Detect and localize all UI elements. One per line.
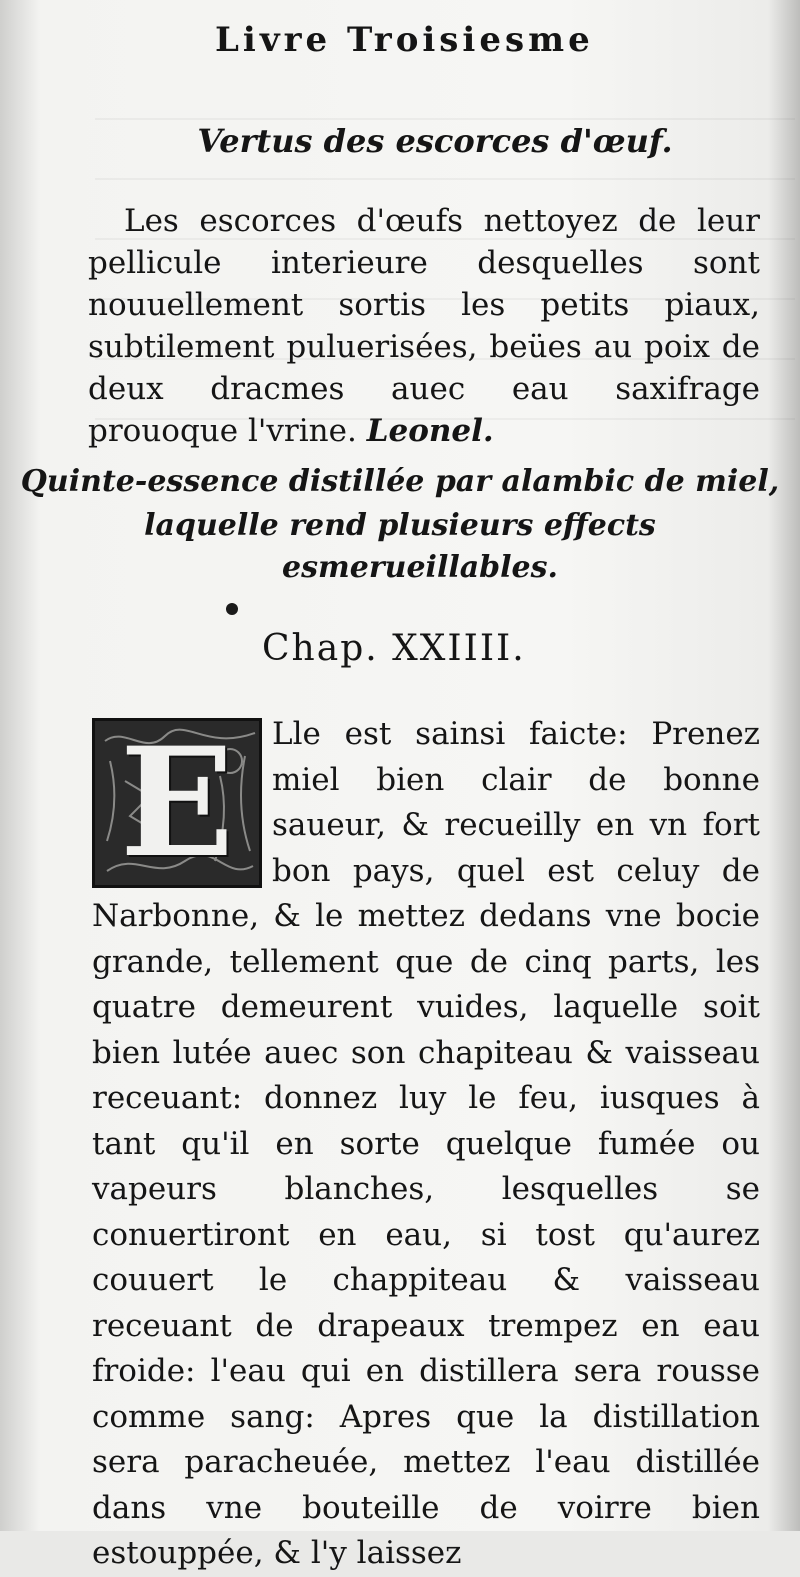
paragraph-eggshell [88,200,760,452]
drop-cap-letter: E [119,715,235,891]
chapter-paragraph-text: Lle est sainsi faicte: Prenez miel bien clair de bonne saueur, & recueilly en vn fort bon pays, quel est celuy de Narbonne, & le mettez dedans vne bocie grande, tellement que de cinq parts, les quatre demeurent vuides, laquelle soit bien lutée auec son chapiteau & vaisseau receuant: donnez luy le feu, iusques à tant qu'il en sorte quelque fumée ou vapeurs blanches, lesquelles se conuertiront en eau, si tost qu'aurez couuert le chappiteau & vaisseau receuant de drapeaux trempez en eau froide: l'eau qui en distillera sera rousse comme sang: Apres que la distillation sera paracheuée, mettez l'eau distillée dans vne bouteille de voirre bien estouppée, & l'y laissez [92,716,760,1571]
section-heading-line-3: esmerueillables. [282,550,558,585]
ink-dot [226,603,238,615]
chapter-heading: Chap. XXIIII. [262,628,526,669]
section-heading-eggshell: Vertus des escorces d'œuf. [197,122,673,160]
section-heading-line-1: Quinte-essence distillée par alambic de miel, [20,464,780,499]
running-head: Livre Troisiesme [215,20,594,60]
author-attribution: Leonel. [366,413,494,449]
paragraph-eggshell-text: Les escorces d'œufs nettoyez de leur pellicule interieure desquelles sont nouuellement sortis les petits piaux, subtilement puluerisées, beües au poix de deux dracmes auec eau saxifrage prouoque l'vrine. [88,203,760,449]
section-heading-line-2: laquelle rend plusieurs effects [144,508,656,543]
drop-cap-spacer [92,712,272,894]
chapter-paragraph [92,712,760,1577]
